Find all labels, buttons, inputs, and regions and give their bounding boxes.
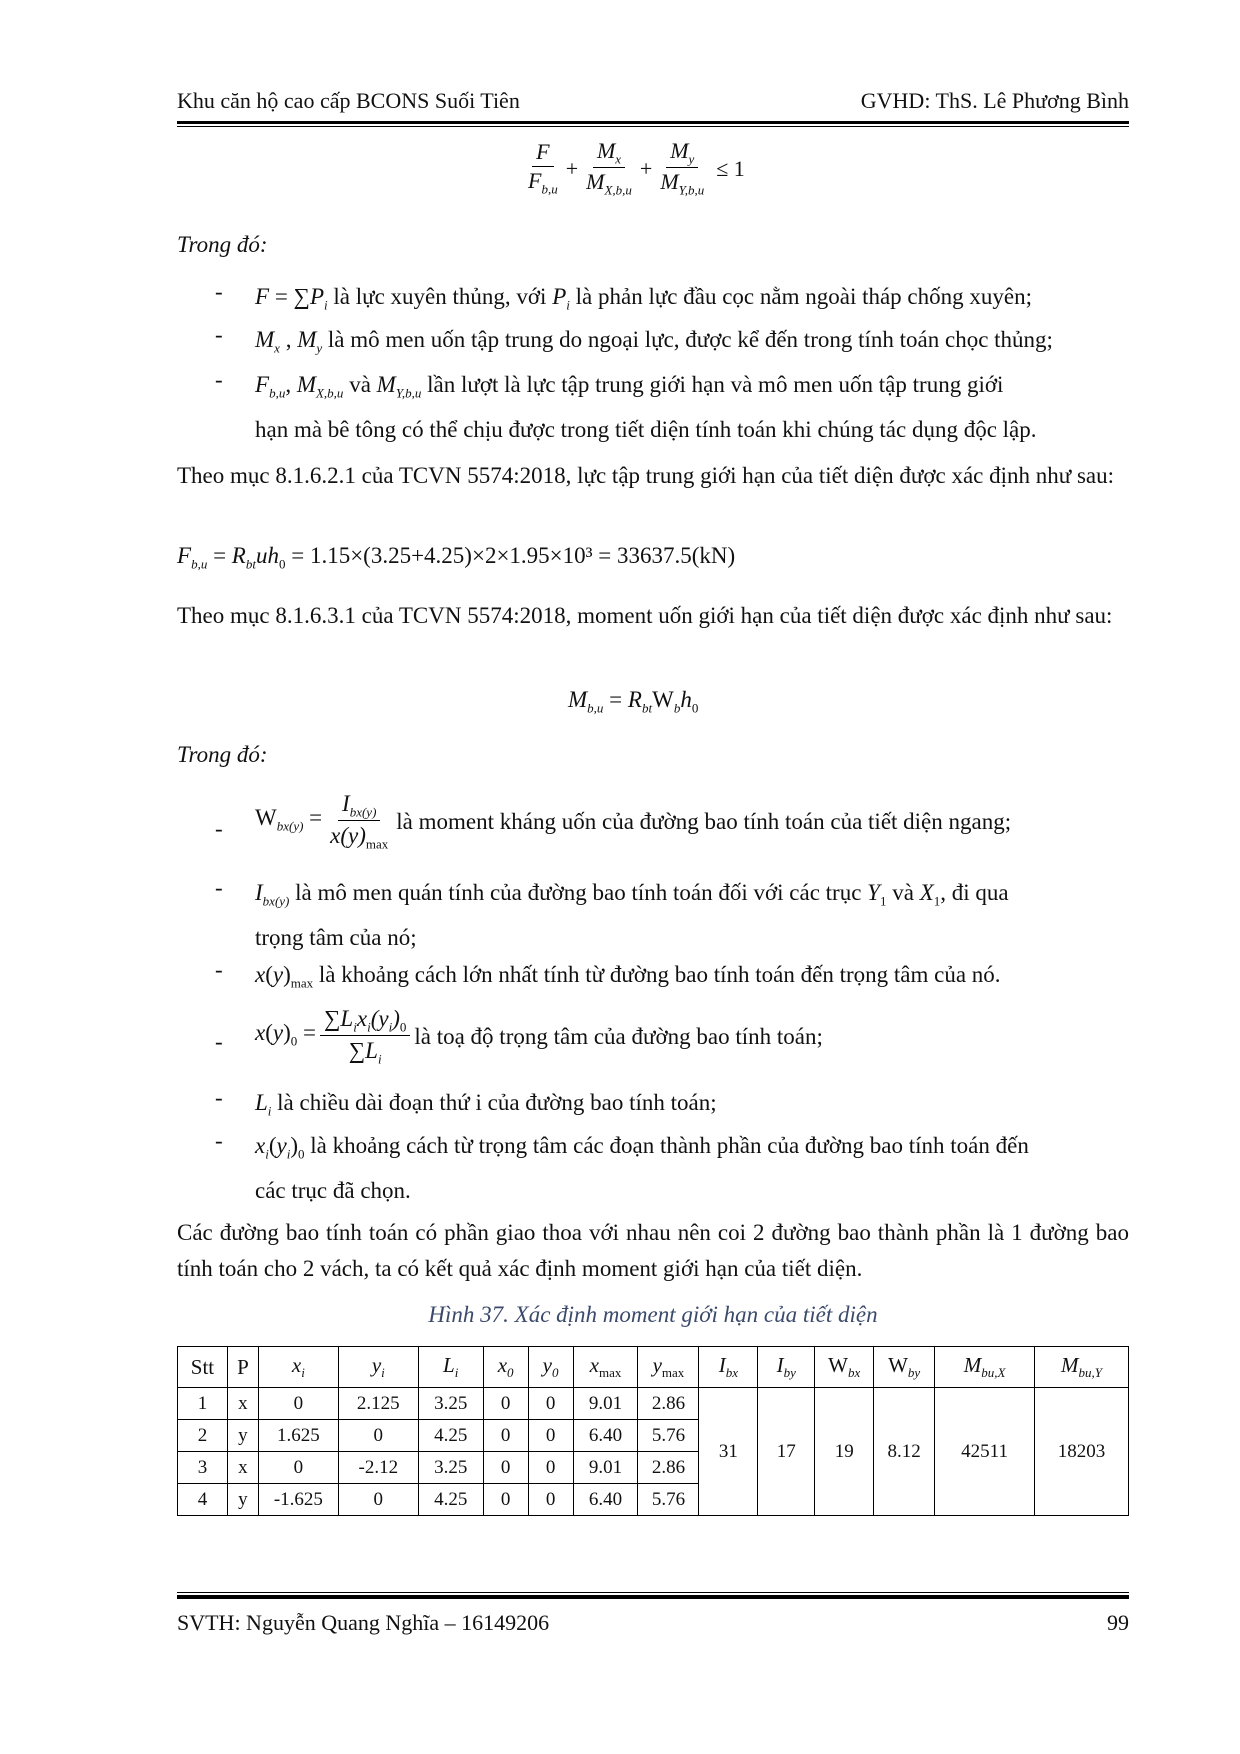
col-stt: Stt [178, 1347, 228, 1388]
footer-rule [177, 1592, 1129, 1599]
list-item: - $W_{bx(y)}$ = $\frac{I_{bx(y)}}{x(y)_{max}}$ là moment kháng uốn của đường bao tính toán của tiết diện ngang; [215, 791, 1012, 852]
col-mbuy: $M_{bu,Y}$ [1035, 1347, 1129, 1388]
fbu-equation: $F_{b,u} = R_{bt}uh_0 = 1.15\times(3.25+4.25)\times 2\times 1.95\times 10^3 = 33637.5(kN)$ [177, 543, 736, 572]
moment-limit-table [177, 1346, 1129, 1516]
col-wby: $W_{by}$ [874, 1347, 935, 1388]
table-row: 4 y -1.625 0 4.25 0 0 6.40 5.76 [178, 1484, 1129, 1516]
list-item: - $x(y)_{max}$ là khoảng cách lớn nhất tính từ đường bao tính toán đến trọng tâm của nó. [215, 957, 1001, 991]
table-header-row [178, 1347, 1129, 1388]
paragraph-fbu: Theo mục 8.1.6.2.1 của TCVN 5574:2018, lực tập trung giới hạn của tiết diện được xác định như sau: [177, 463, 1115, 488]
list-item: - $L_i$ là chiều dài đoạn thứ i của đường bao tính toán; [215, 1085, 717, 1119]
iby-value: 17 [758, 1388, 815, 1516]
header-project-title: Khu căn hộ cao cấp BCONS Suối Tiên [177, 88, 520, 113]
page-number: 99 [1107, 1610, 1129, 1635]
list-item: - $x(y)_0$ = $\frac{\sum L_ix_i(y_i)_0}{\sum L_i}$ là toạ độ trọng tâm của đường bao tính toán; [215, 1006, 823, 1067]
col-p: P [227, 1347, 258, 1388]
col-li: $L_i$ [418, 1347, 483, 1388]
col-iby: $I_{by}$ [758, 1347, 815, 1388]
mbux-value: 42511 [935, 1388, 1035, 1516]
list-item: - $F = \sum P_i$ là lực xuyên thủng, với $P_i$ là phản lực đầu cọc nằm ngoài tháp chống xuyên; [215, 279, 1032, 313]
trong-do-label-2: Trong đó: [177, 742, 268, 767]
paragraph-mbu: Theo mục 8.1.6.3.1 của TCVN 5574:2018, moment uốn giới hạn của tiết diện được xác định như sau: [177, 603, 1113, 628]
header-rule [177, 121, 1129, 127]
col-ymax: $y_{max}$ [638, 1347, 699, 1388]
trong-do-label: Trong đó: [177, 232, 268, 257]
col-ibx: $I_{bx}$ [699, 1347, 758, 1388]
mbu-equation: $M_{b,u} = R_{bt}W_bh_0$ [568, 687, 699, 716]
page-footer [177, 1610, 1129, 1636]
list-item: - $I_{bx(y)}$ là mô men quán tính của đường bao tính toán đối với các trục $Y_1$ và $X_1$, đi qua trọng tâm của nó; [215, 875, 1009, 950]
col-xmax: $x_{max}$ [573, 1347, 638, 1388]
table-row: 3 x 0 -2.12 3.25 0 0 9.01 2.86 [178, 1452, 1129, 1484]
table-caption: Hình 37. Xác định moment giới hạn của tiết diện [428, 1302, 878, 1327]
mbuy-value: 18203 [1035, 1388, 1129, 1516]
col-xi: $x_i$ [258, 1347, 338, 1388]
col-wbx: $W_{bx}$ [815, 1347, 874, 1388]
paragraph-conclusion: Các đường bao tính toán có phần giao thoa với nhau nên coi 2 đường bao thành phần là 1 đường bao tính toán cho 2 vách, ta có kết quả xác định moment giới hạn của tiết diện. [177, 1220, 1129, 1281]
header-supervisor: GVHD: ThS. Lê Phương Bình [860, 88, 1129, 113]
ibx-value: 31 [699, 1388, 758, 1516]
list-item: - $x_i(y_i)_0$ là khoảng cách từ trọng tâm các đoạn thành phần của đường bao tính toán đến các trục đã chọn. [215, 1128, 1029, 1203]
col-mbux: $M_{bu,X}$ [935, 1347, 1035, 1388]
wby-value: 8.12 [874, 1388, 935, 1516]
col-yi: $y_i$ [338, 1347, 418, 1388]
col-y0: $y_0$ [528, 1347, 573, 1388]
wbx-value: 19 [815, 1388, 874, 1516]
page-header [177, 88, 1129, 118]
col-x0: $x_0$ [483, 1347, 528, 1388]
interaction-equation: $\frac{F}{F_{b,u}}$ + $\frac{M_x}{M_{X,b,u}}$ + $\frac{M_y}{M_{Y,b,u}}$ ≤ 1 [528, 138, 745, 198]
list-item: - $F_{b,u}$, $M_{X,b,u}$ và $M_{Y,b,u}$ lần lượt là lực tập trung giới hạn và mô men uốn tập trung giới hạn mà bê tông có thể chịu được trong tiết diện tính toán khi chúng tác dụng độc lập. [215, 367, 1037, 442]
table-row: 2 y 1.625 0 4.25 0 0 6.40 5.76 [178, 1420, 1129, 1452]
table-row: 1 x 0 2.125 3.25 0 0 9.01 2.86 31 17 19 8.12 42511 18203 [178, 1388, 1129, 1420]
footer-student: SVTH: Nguyễn Quang Nghĩa – 16149206 [177, 1610, 550, 1635]
list-item: - $M_x$ , $M_y$ là mô men uốn tập trung do ngoại lực, được kể đến trong tính toán chọc thủng; [215, 322, 1053, 356]
